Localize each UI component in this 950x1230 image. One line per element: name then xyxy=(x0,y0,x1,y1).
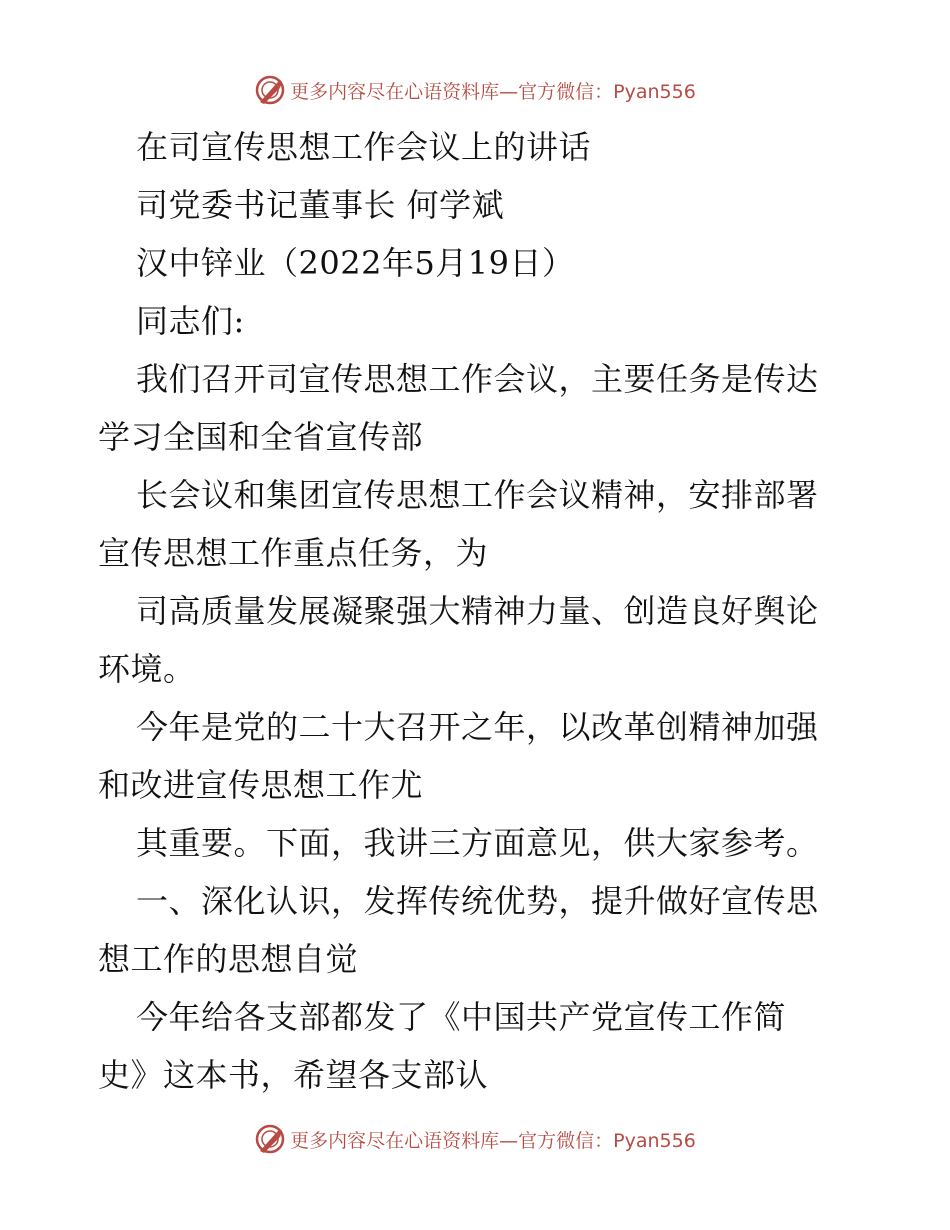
pen-logo-icon xyxy=(254,1123,286,1155)
document-line: 宣传思想工作重点任务，为 xyxy=(98,534,489,572)
watermark-text: 更多内容尽在心语资料库—官方微信：Pyan556 xyxy=(290,80,696,103)
document-line: 一、深化认识，发挥传统优势，提升做好宣传思 xyxy=(136,882,819,920)
document-line: 史》这本书，希望各支部认 xyxy=(98,1056,489,1094)
document-line: 司党委书记董事长 何学斌 xyxy=(136,186,505,224)
document-line: 想工作的思想自觉 xyxy=(98,940,359,978)
document-line: 学习全国和全省宣传部 xyxy=(98,418,424,456)
document-line: 长会议和集团宣传思想工作会议精神，安排部署 xyxy=(136,476,819,514)
document-line: 环境。 xyxy=(98,650,196,688)
document-line: 在司宣传思想工作会议上的讲话 xyxy=(136,128,592,166)
watermark-header xyxy=(0,70,950,110)
document-line: 其重要。下面，我讲三方面意见，供大家参考。 xyxy=(136,824,819,862)
document-line: 汉中锌业（2022年5月19日） xyxy=(136,244,575,282)
document-body xyxy=(98,118,854,1104)
document-line: 同志们: xyxy=(136,302,245,340)
document-line: 今年是党的二十大召开之年，以改革创精神加强 xyxy=(136,708,819,746)
document-line: 今年给各支部都发了《中国共产党宣传工作简 xyxy=(136,998,787,1036)
document-line: 和改进宣传思想工作尤 xyxy=(98,766,424,804)
document-line: 司高质量发展凝聚强大精神力量、创造良好舆论 xyxy=(136,592,819,630)
document-line: 我们召开司宣传思想工作会议，主要任务是传达 xyxy=(136,360,819,398)
watermark-text: 更多内容尽在心语资料库—官方微信：Pyan556 xyxy=(290,1129,696,1152)
watermark-footer xyxy=(0,1119,950,1159)
pen-logo-icon xyxy=(254,74,286,106)
